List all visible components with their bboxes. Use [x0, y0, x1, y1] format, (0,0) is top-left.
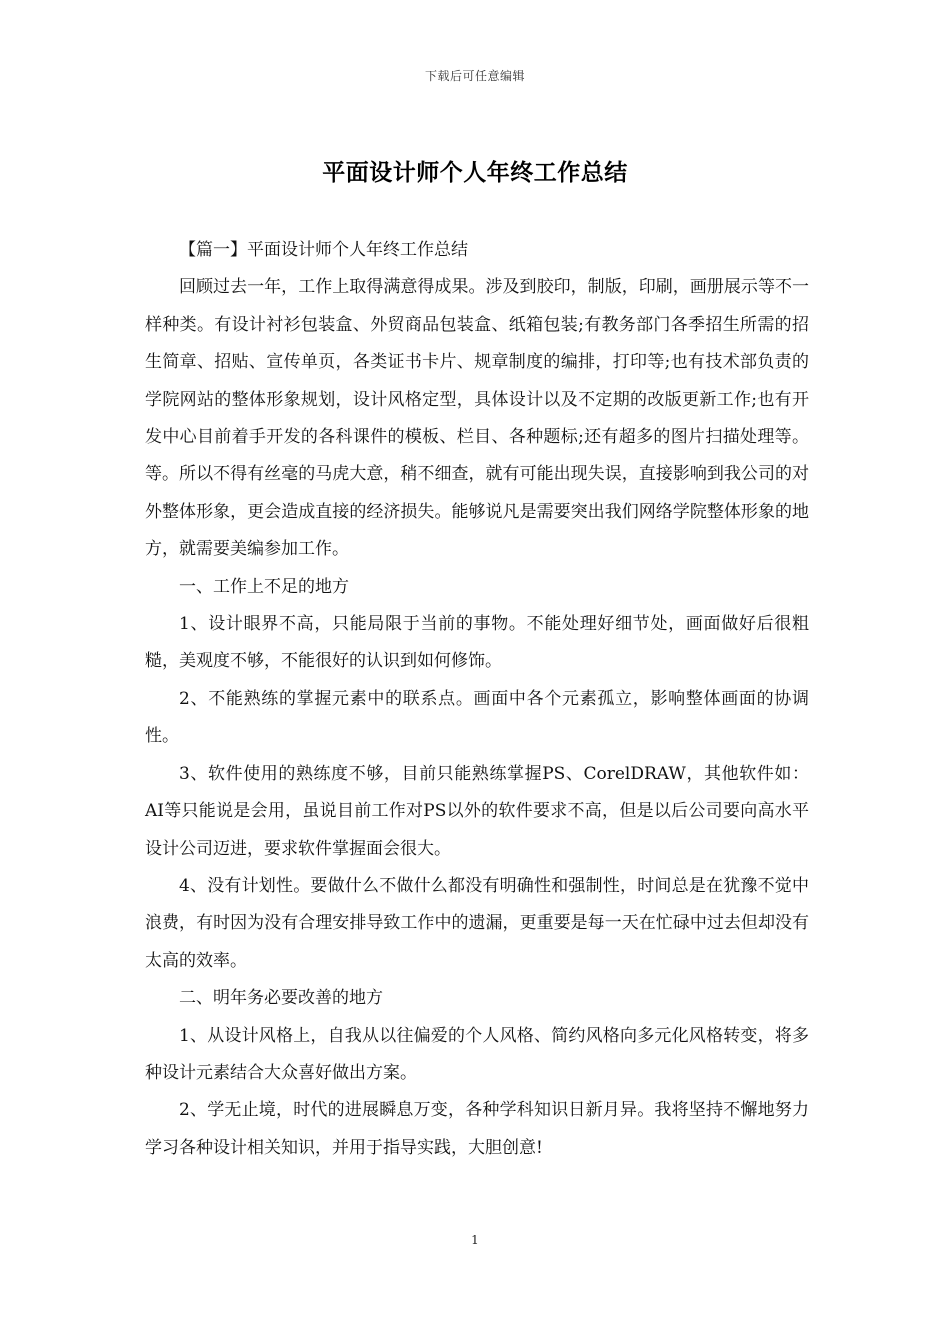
shortcoming-item-3: 3、软件使用的熟练度不够，目前只能熟练掌握PS、CorelDRAW，其他软件如：AI等只能说是会用，虽说目前工作对PS以外的软件要求不高，但是以后公司要向高水平设计公司迈进，要求软件掌握面会很大。 — [145, 763, 809, 859]
section-heading-improvements: 二、明年务必要改善的地方 — [179, 988, 383, 1009]
section-heading-part-one: 【篇一】平面设计师个人年终工作总结 — [179, 240, 468, 260]
document-body — [145, 232, 809, 1167]
improvement-item-2: 2、学无止境，时代的进展瞬息万变，各种学科知识日新月异。我将坚持不懈地努力学习各种设计相关知识，并用于指导实践，大胆创意! — [145, 1100, 809, 1158]
improvement-item-1: 1、从设计风格上，自我从以往偏爱的个人风格、简约风格向多元化风格转变，将多种设计元素结合大众喜好做出方案。 — [145, 1025, 809, 1083]
shortcoming-item-2: 2、不能熟练的掌握元素中的联系点。画面中各个元素孤立，影响整体画面的协调性。 — [145, 688, 809, 747]
page-number: 1 — [471, 1233, 479, 1247]
section-heading-shortcomings: 一、工作上不足的地方 — [179, 576, 349, 597]
intro-paragraph: 回顾过去一年，工作上取得满意得成果。涉及到胶印，制版，印刷，画册展示等不一样种类。有设计衬衫包装盒、外贸商品包装盒、纸箱包装;有教务部门各季招生所需的招生简章、招贴、宣传单页，各类证书卡片、规章制度的编排，打印等;也有技术部负责的学院网站的整体形象规划，设计风格定型，具体设计以及不定期的改版更新工作;也有开发中心目前着手开发的各科课件的模板、栏目、各种题标;还有超多的图片扫描处理等。等。所以不得有丝毫的马虎大意，稍不细查，就有可能出现失误，直接影响到我公司的对外整体形象，更会造成直接的经济损失。能够说凡是需要突出我们网络学院整体形象的地方，就需要美编参加工作。 — [145, 277, 809, 560]
shortcoming-item-4: 4、没有计划性。要做什么不做什么都没有明确性和强制性，时间总是在犹豫不觉中浪费，有时因为没有合理安排导致工作中的遗漏，更重要是每一天在忙碌中过去但却没有太高的效率。 — [145, 875, 809, 971]
shortcoming-item-1: 1、设计眼界不高，只能局限于当前的事物。不能处理好细节处，画面做好后很粗糙，美观度不够，不能很好的认识到如何修饰。 — [145, 614, 809, 672]
document-title: 平面设计师个人年终工作总结 — [322, 159, 628, 186]
header-note: 下载后可任意编辑 — [424, 69, 525, 83]
